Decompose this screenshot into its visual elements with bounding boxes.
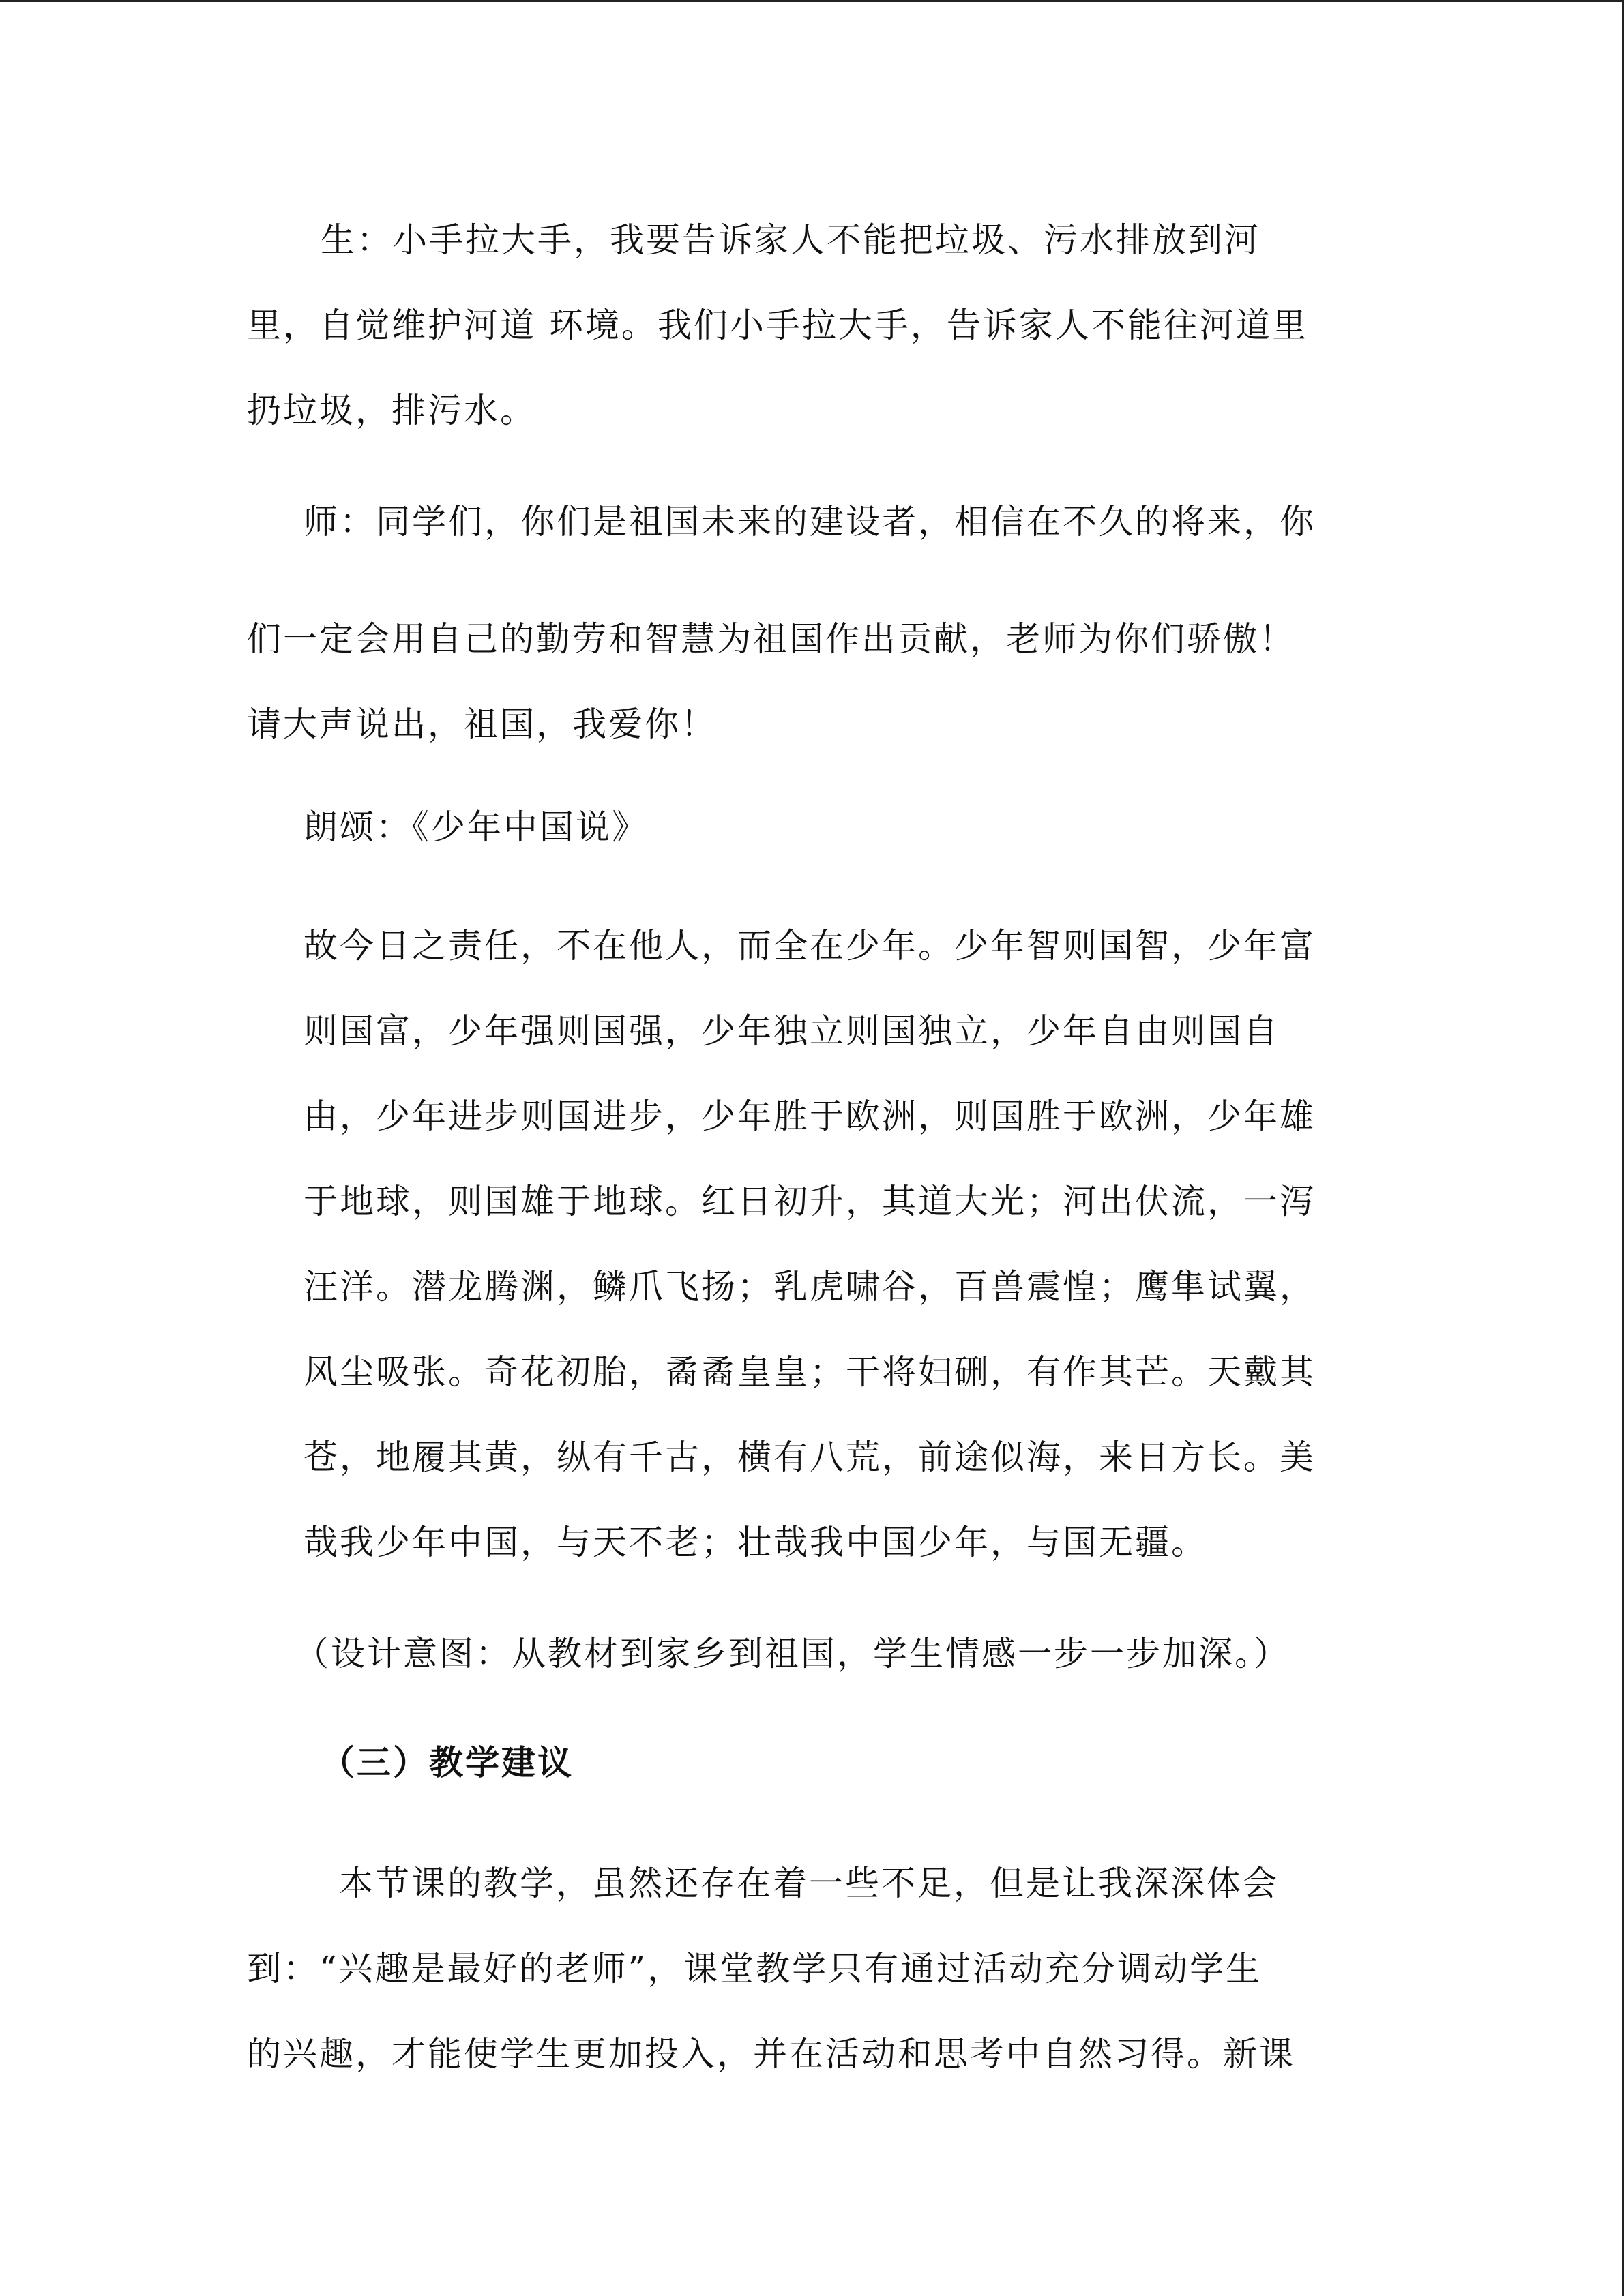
text-line: 于地球，则国雄于地球。红日初升，其道大光；河出伏流，一泻 bbox=[304, 1182, 1316, 1221]
text-line: 扔垃圾，排污水。 bbox=[247, 391, 536, 430]
text-line: 朗颂：《少年中国说》 bbox=[304, 807, 648, 847]
text-line: 则国富，少年强则国强，少年独立则国独立，少年自由则国自 bbox=[304, 1011, 1280, 1051]
design-intent-note: （设计意图：从教材到家乡到祖国，学生情感一步一步加深。） bbox=[295, 1634, 1290, 1673]
text-line: 汪洋。潜龙腾渊，鳞爪飞扬；乳虎啸谷，百兽震惶；鹰隼试翼， bbox=[304, 1267, 1316, 1307]
text-line: 风尘吸张。奇花初胎，矞矞皇皇；干将妇硎，有作其芒。天戴其 bbox=[304, 1352, 1316, 1392]
text-line: 故今日之责任，不在他人，而全在少年。少年智则国智，少年富 bbox=[304, 926, 1316, 966]
text-line: 的兴趣，才能使学生更加投入，并在活动和思考中自然习得。新课 bbox=[247, 2034, 1295, 2074]
text-line: 哉我少年中国，与天不老；壮哉我中国少年，与国无疆。 bbox=[304, 1523, 1207, 1562]
section-heading: （三）教学建议 bbox=[321, 1742, 574, 1783]
text-line: 生：小手拉大手，我要告诉家人不能把垃圾、污水排放到河 bbox=[321, 220, 1260, 260]
text-line: 苍，地履其黄，纵有千古，横有八荒，前途似海，来日方长。美 bbox=[304, 1437, 1316, 1477]
text-line: 到：“兴趣是最好的老师”，课堂教学只有通过活动充分调动学生 bbox=[247, 1949, 1263, 1988]
text-line: 们一定会用自己的勤劳和智慧为祖国作出贡献，老师为你们骄傲！ bbox=[247, 619, 1295, 659]
text-line: 里，自觉维护河道 环境。我们小手拉大手，告诉家人不能往河道里 bbox=[247, 305, 1308, 345]
text-line: 本节课的教学，虽然还存在着一些不足，但是让我深深体会 bbox=[339, 1864, 1279, 1903]
text-line: 师：同学们，你们是祖国未来的建设者，相信在不久的将来，你 bbox=[304, 502, 1316, 541]
text-line: 由，少年进步则国进步，少年胜于欧洲，则国胜于欧洲，少年雄 bbox=[304, 1097, 1316, 1136]
text-line: 请大声说出，祖国，我爱你！ bbox=[247, 704, 717, 744]
